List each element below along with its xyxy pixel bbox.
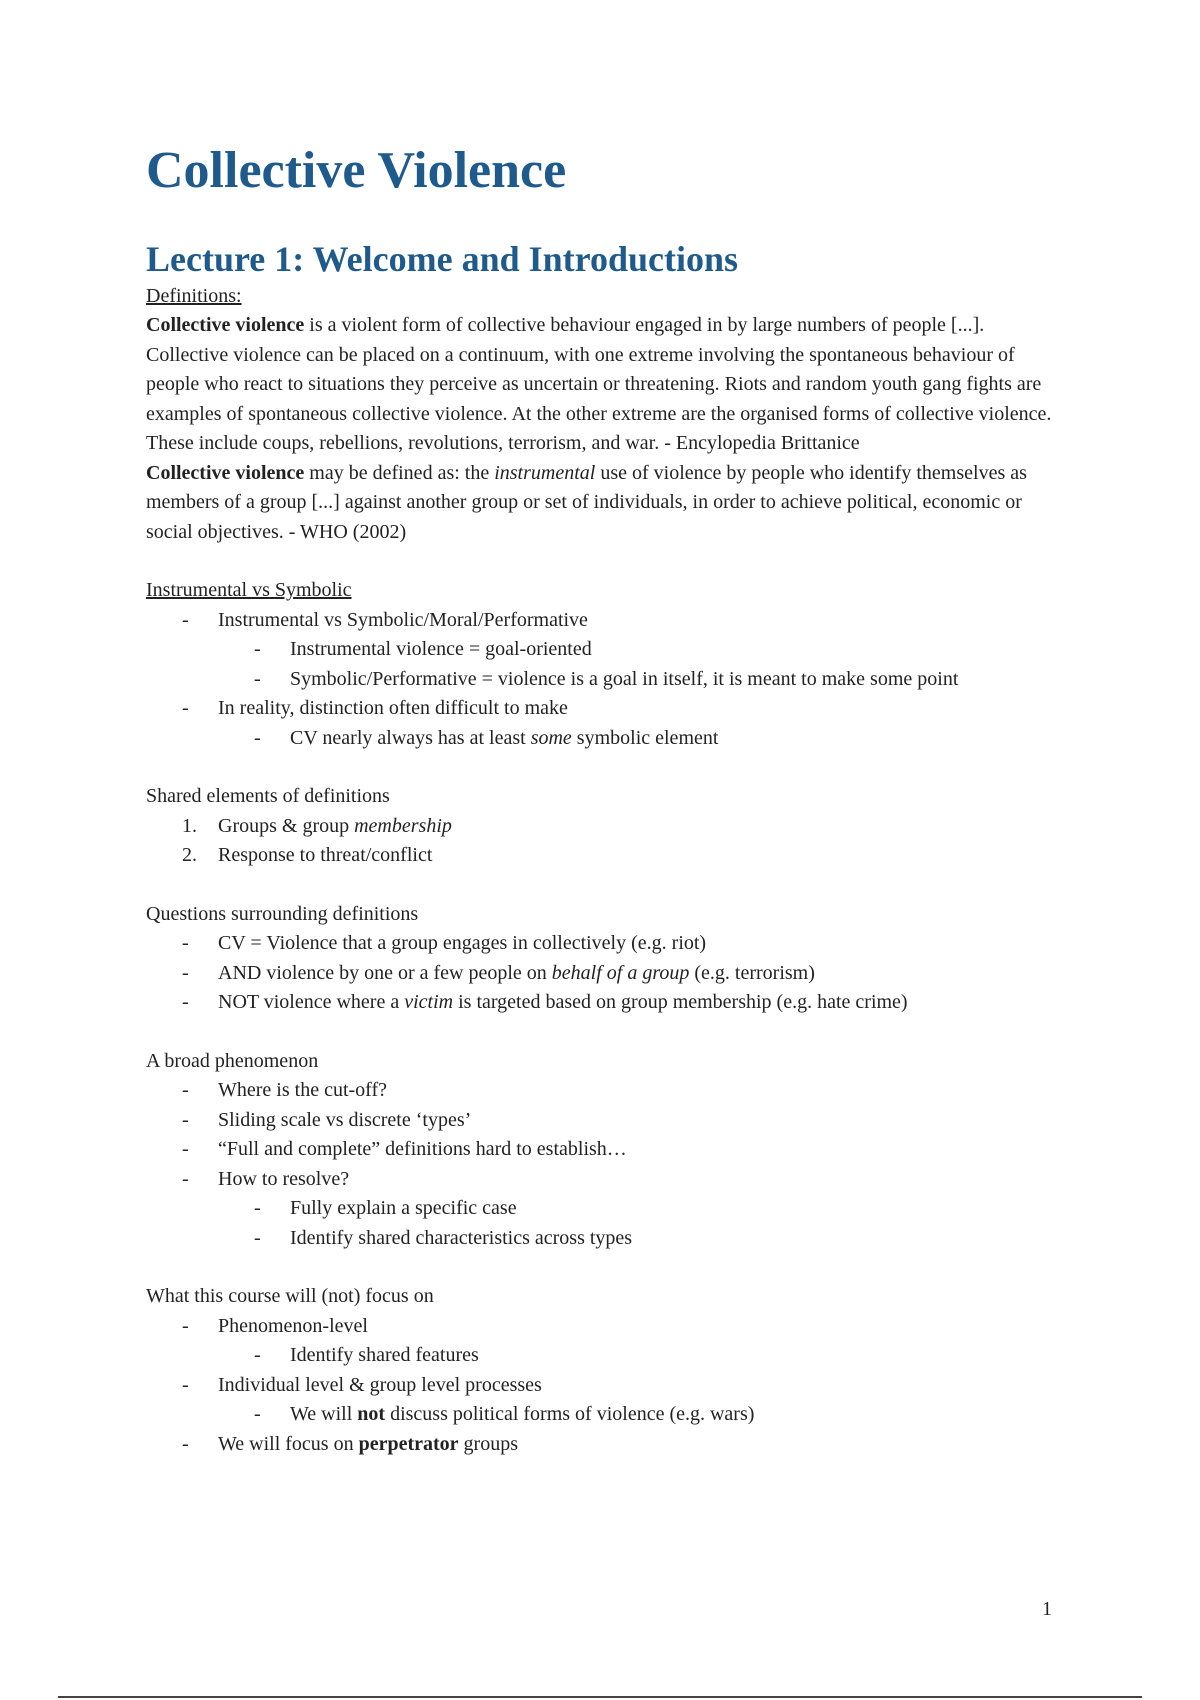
list-item-emphasis: membership: [354, 814, 452, 837]
list-item: [146, 1076, 1066, 1106]
list-item: [146, 1194, 1066, 1224]
bullet-dash: -: [254, 726, 261, 749]
list-item: [146, 1430, 1066, 1460]
list-item-text: Sliding scale vs discrete ‘types’: [218, 1108, 472, 1131]
bullet-dash: -: [254, 638, 261, 661]
list-item-text: CV = Violence that a group engages in collectively (e.g. riot): [218, 932, 707, 955]
page-bottom-rule: [58, 1696, 1142, 1698]
list-item: [146, 606, 1066, 636]
definition-2-text: may be defined as: the: [304, 461, 495, 484]
list-item: [146, 1341, 1066, 1371]
list-item-text: Fully explain a specific case: [290, 1197, 517, 1220]
list-item-text: Identify shared features: [290, 1344, 479, 1367]
list-item-text: Phenomenon-level: [218, 1314, 368, 1337]
list-item-text-end: symbolic element: [571, 726, 719, 749]
lecture-heading: Lecture 1: Welcome and Introductions: [146, 239, 738, 280]
bullet-dash: -: [182, 1432, 189, 1455]
list-item: [146, 635, 1066, 665]
list-item-text-end: (e.g. terrorism): [689, 961, 815, 984]
list-item: [146, 1106, 1066, 1136]
list-item: [146, 929, 1066, 959]
list-item-text: Where is the cut-off?: [218, 1079, 387, 1102]
list-item-strong: perpetrator: [358, 1432, 459, 1455]
list-item-text: Individual level & group level processes: [218, 1373, 542, 1396]
definition-2: [146, 459, 1066, 548]
list-item: [146, 1400, 1066, 1430]
bullet-dash: -: [254, 1197, 261, 1220]
list-item: [146, 724, 1066, 754]
list-item: [146, 1224, 1066, 1254]
list-item-text: Identify shared characteristics across types: [290, 1226, 633, 1249]
list-item-text: In reality, distinction often difficult to make: [218, 697, 568, 720]
list-item: [146, 1135, 1066, 1165]
definitions-label: Definitions:: [146, 284, 242, 307]
page-number: 1: [1042, 1598, 1052, 1620]
bullet-dash: -: [182, 697, 189, 720]
questions-list: [146, 929, 1066, 1018]
definition-1: [146, 311, 1066, 459]
page-content: [146, 140, 1066, 1459]
list-item-text-end: discuss political forms of violence (e.g. wars): [385, 1403, 755, 1426]
list-item: [146, 988, 1066, 1018]
bullet-dash: -: [182, 1314, 189, 1337]
list-item: [146, 959, 1066, 989]
document-title: Collective Violence: [146, 142, 567, 199]
list-item-text: AND violence by one or a few people on: [218, 961, 552, 984]
bullet-dash: -: [182, 1167, 189, 1190]
definition-2-term: Collective violence: [146, 461, 305, 484]
bullet-dash: -: [254, 667, 261, 690]
list-item: [146, 841, 1066, 871]
bullet-dash: -: [182, 932, 189, 955]
definition-2-text-end: use of violence by people who identify themselves as members of a group [...] against another group or set of individuals, in order to achieve political, economic or social objectives. - WHO (2002): [146, 461, 1027, 543]
shared-label: Shared elements of definitions: [146, 785, 390, 808]
list-item-emphasis: some: [530, 726, 572, 749]
list-item-text-end: groups: [458, 1432, 518, 1455]
list-item: [146, 694, 1066, 724]
course-label: What this course will (not) focus on: [146, 1285, 434, 1308]
definition-1-text: is a violent form of collective behaviour engaged in by large numbers of people [...]. Collective violence can be placed on a continuum, with one extreme involving the spontaneous behaviour of people who react to situations they perceive as uncertain or threatening. Riots and random youth gang fights are examples of spontaneous collective violence. At the other extreme are the organised forms of collective violence. These include coups, rebellions, revolutions, terrorism, and war. - Encylopedia Brittanice: [146, 314, 1052, 455]
list-item-text: Symbolic/Performative = violence is a goal in itself, it is meant to make some point: [290, 667, 959, 690]
list-item: [146, 1165, 1066, 1195]
bullet-dash: -: [254, 1344, 261, 1367]
list-item: [146, 1371, 1066, 1401]
list-number: 1.: [182, 814, 197, 837]
list-item-text: How to resolve?: [218, 1167, 350, 1190]
instrumental-label: Instrumental vs Symbolic: [146, 579, 352, 602]
shared-list: [146, 812, 1066, 871]
course-list: [146, 1312, 1066, 1460]
list-item-text: Response to threat/conflict: [218, 844, 433, 867]
list-item-strong: not: [357, 1403, 386, 1426]
bullet-dash: -: [254, 1403, 261, 1426]
list-item-text: “Full and complete” definitions hard to establish…: [218, 1138, 627, 1161]
bullet-dash: -: [182, 1138, 189, 1161]
bullet-dash: -: [182, 1108, 189, 1131]
list-item-text-end: is targeted based on group membership (e.g. hate crime): [453, 991, 908, 1014]
list-item-text: Groups & group: [218, 814, 355, 837]
list-item: [146, 1312, 1066, 1342]
list-item-emphasis: behalf of a group: [551, 961, 690, 984]
broad-label: A broad phenomenon: [146, 1049, 319, 1072]
list-number: 2.: [182, 844, 197, 867]
definition-1-term: Collective violence: [146, 314, 305, 337]
bullet-dash: -: [182, 1373, 189, 1396]
bullet-dash: -: [254, 1226, 261, 1249]
list-item-text: We will focus on: [218, 1432, 359, 1455]
broad-list: [146, 1076, 1066, 1253]
bullet-dash: -: [182, 961, 189, 984]
bullet-dash: -: [182, 991, 189, 1014]
list-item-text: We will: [290, 1403, 358, 1426]
list-item-emphasis: victim: [404, 991, 454, 1014]
definition-2-emphasis: instrumental: [494, 461, 596, 484]
list-item-text: Instrumental violence = goal-oriented: [290, 638, 592, 661]
list-item: [146, 812, 1066, 842]
list-item-text: Instrumental vs Symbolic/Moral/Performative: [218, 608, 588, 631]
questions-label: Questions surrounding definitions: [146, 902, 419, 925]
bullet-dash: -: [182, 608, 189, 631]
list-item-text: CV nearly always has at least: [290, 726, 531, 749]
instrumental-list: [146, 606, 1066, 754]
list-item-text: NOT violence where a: [218, 991, 405, 1014]
bullet-dash: -: [182, 1079, 189, 1102]
list-item: [146, 665, 1066, 695]
